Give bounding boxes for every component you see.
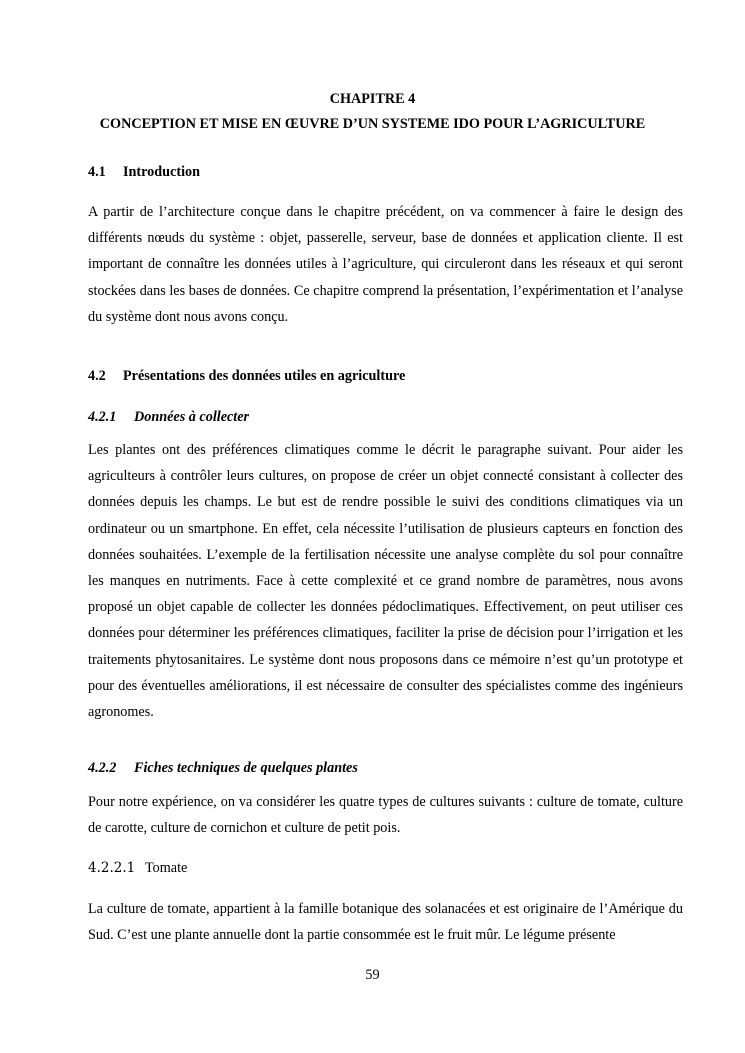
- tomato-paragraph: La culture de tomate, appartient à la famille botanique des solanacées et est originaire de l’Amérique du Sud. C’est une plante annuelle dont la partie consommée est le fruit mûr. Le légume présente: [88, 901, 683, 944]
- section-title: Tomate: [145, 860, 188, 876]
- section-heading-4-2: [88, 367, 405, 385]
- section-heading-4-1: [88, 163, 200, 181]
- introduction-paragraph: A partir de l’architecture conçue dans le chapitre précédent, on va commencer à faire le design des différents nœuds du système : objet, passerelle, serveur, base de données et application cliente. Il est important de connaître les données utiles à l’agriculture, qui circuleront dans les réseaux et qui seront stockées dans les bases de données. Ce chapitre comprend la présentation, l’expérimentation et l’analyse du système dont nous avons conçu.: [88, 204, 683, 325]
- section-title: Présentations des données utiles en agriculture: [123, 368, 406, 384]
- section-heading-4-2-2-1: [88, 859, 187, 877]
- section-number: 4.2.2.1: [88, 860, 136, 876]
- page-number: 59: [365, 967, 380, 983]
- chapter-number: CHAPITRE 4: [329, 91, 416, 107]
- section-number: 4.2.2: [88, 760, 117, 776]
- section-heading-4-2-1: [88, 408, 249, 426]
- section-title: Données à collecter: [134, 409, 250, 425]
- section-number: 4.1: [88, 164, 106, 180]
- technical-sheets-paragraph: Pour notre expérience, on va considérer les quatre types de cultures suivants : culture de tomate, culture de carotte, culture de cornichon et culture de petit pois.: [88, 794, 683, 837]
- chapter-title: CONCEPTION ET MISE EN ŒUVRE D’UN SYSTEME IDO POUR L’AGRICULTURE: [99, 116, 646, 132]
- section-heading-4-2-2: [88, 759, 358, 777]
- section-number: 4.2.1: [88, 409, 117, 425]
- section-title: Fiches techniques de quelques plantes: [134, 760, 358, 776]
- section-title: Introduction: [123, 164, 200, 180]
- section-number: 4.2: [88, 368, 106, 384]
- data-collection-paragraph: Les plantes ont des préférences climatiques comme le décrit le paragraphe suivant. Pour aider les agriculteurs à contrôler leurs cultures, on propose de créer un objet connecté consistant à collecter des données depuis les champs. Le but est de rendre possible le suivi des conditions climatiques via un ordinateur ou un smartphone. En effet, cela nécessite l’utilisation de plusieurs capteurs en fonction des données souhaitées. L’exemple de la fertilisation nécessite une analyse complète du sol pour connaître les manques en nutriments. Face à cette complexité et ce grand nombre de paramètres, nous avons proposé un objet capable de collecter les données pédoclimatiques. Effectivement, on peut utiliser ces données pour déterminer les préférences climatiques, faciliter la prise de décision pour l’irrigation et les traitements phytosanitaires. Le système dont nous proposons dans ce mémoire n’est qu’un prototype et pour des éventuelles améliorations, il est nécessaire de consulter des spécialistes comme des ingénieurs agronomes.: [88, 442, 683, 721]
